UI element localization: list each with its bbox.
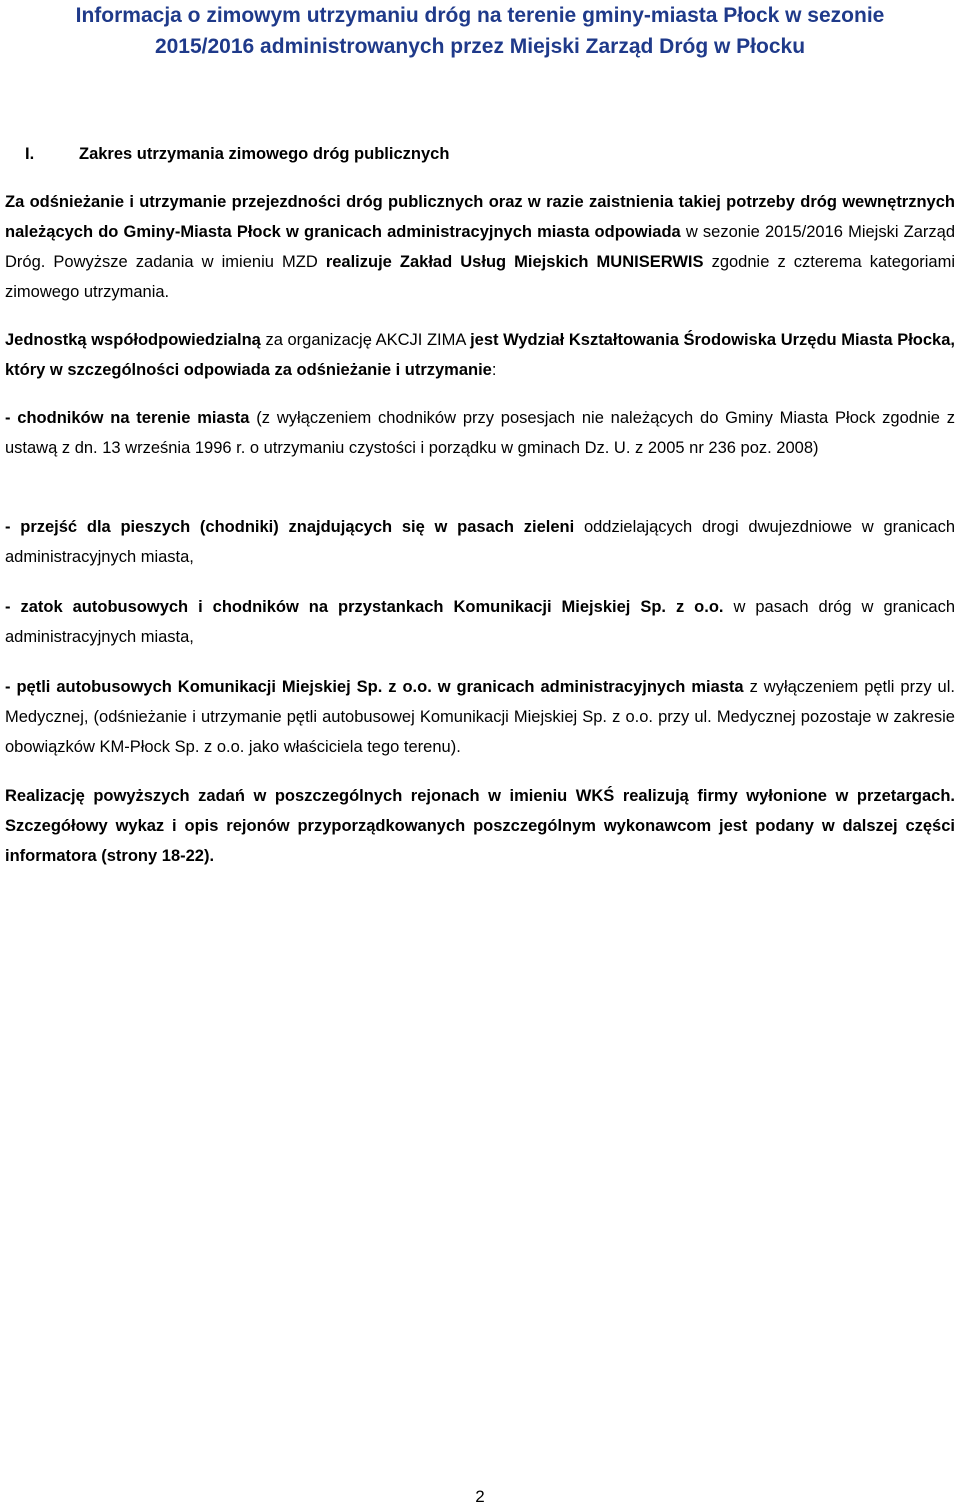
list-item-pedestrian-crossings [5, 512, 955, 572]
section-number: I. [25, 145, 35, 163]
p1-bold-c: realizuje Zakład Usług Miejskich MUNISERWIS [325, 253, 704, 271]
p3-bold-a: - chodników na terenie miasta [5, 409, 250, 427]
paragraph-contractors [5, 781, 955, 871]
title-line-1: Informacja o zimowym utrzymaniu dróg na terenie gminy-miasta Płock w sezonie [75, 4, 885, 27]
p6-text-b: z wyłączeniem pętli przy ul. Medycznej, (odśnieżanie i utrzymanie pętli autobusowej Komunikacji Miejskiej Sp. z o.o. przy ul. Medycznej pozostaje w zakresie obowiązków KM-Płock Sp. z o.o. jako właściciela tego terenu). [5, 678, 955, 756]
section-title: Zakres utrzymania zimowego dróg publicznych [79, 145, 450, 163]
paragraph-coresponsible-unit [5, 325, 955, 385]
p4-text-b: oddzielających drogi dwujezdniowe w granicach administracyjnych miasta, [5, 518, 956, 566]
p7-bold-a: Realizację powyższych zadań w poszczególnych rejonach w imieniu WKŚ realizują firmy wyłonione w przetargach. Szczegółowy wykaz i opis rejonów przyporządkowanych poszczególnym wykonawcom jest podany w dalszej części informatora (strony 18-22). [5, 787, 955, 865]
page-number: 2 [475, 1487, 485, 1506]
list-item-sidewalks [5, 403, 955, 463]
p2-text-d: : [491, 361, 497, 379]
p1-text-b: w sezonie 2015/2016 Miejski Zarząd Dróg. Powyższe zadania w imieniu MZD [5, 223, 956, 271]
paragraph-responsibility [5, 187, 955, 307]
title-line-2: 2015/2016 administrowanych przez Miejski Zarząd Dróg w Płocku [154, 35, 806, 58]
p2-bold-c: jest Wydział Kształtowania Środowiska Urzędu Miasta Płocka, który w szczególności odpowiada za odśnieżanie i utrzymanie [5, 331, 955, 379]
list-item-bus-loops [5, 672, 955, 762]
p6-bold-a: - pętli autobusowych Komunikacji Miejskiej Sp. z o.o. w granicach administracyjnych miasta [5, 678, 744, 696]
p2-text-b: za organizację AKCJI ZIMA [260, 331, 471, 349]
list-item-bus-bays [5, 592, 955, 652]
document-page [5, 0, 956, 865]
p5-text-b: w pasach dróg w granicach administracyjnych miasta, [5, 598, 955, 646]
p5-bold-a: - zatok autobusowych i chodników na przystankach Komunikacji Miejskiej Sp. z o.o. [5, 598, 724, 616]
section-heading [25, 139, 449, 169]
p1-bold-a: Za odśnieżanie i utrzymanie przejezdności dróg publicznych oraz w razie zaistnienia takiej potrzeby dróg wewnętrznych należących do Gminy-Miasta Płock w granicach administracyjnych miasta odpowiada [5, 193, 955, 241]
document-title [5, 0, 955, 62]
p3-text-b: (z wyłączeniem chodników przy posesjach nie należących do Gminy Miasta Płock zgodnie z ustawą z dn. 13 września 1996 r. o utrzymaniu czystości i porządku w gminach Dz. U. z 2005 nr 236 poz. 2008) [5, 409, 956, 457]
p4-bold-a: - przejść dla pieszych (chodniki) znajdujących się w pasach zieleni [5, 518, 575, 536]
p2-bold-a: Jednostką współodpowiedzialną [5, 331, 261, 349]
p1-text-d: zgodnie z czterema kategoriami zimowego utrzymania. [5, 253, 955, 301]
